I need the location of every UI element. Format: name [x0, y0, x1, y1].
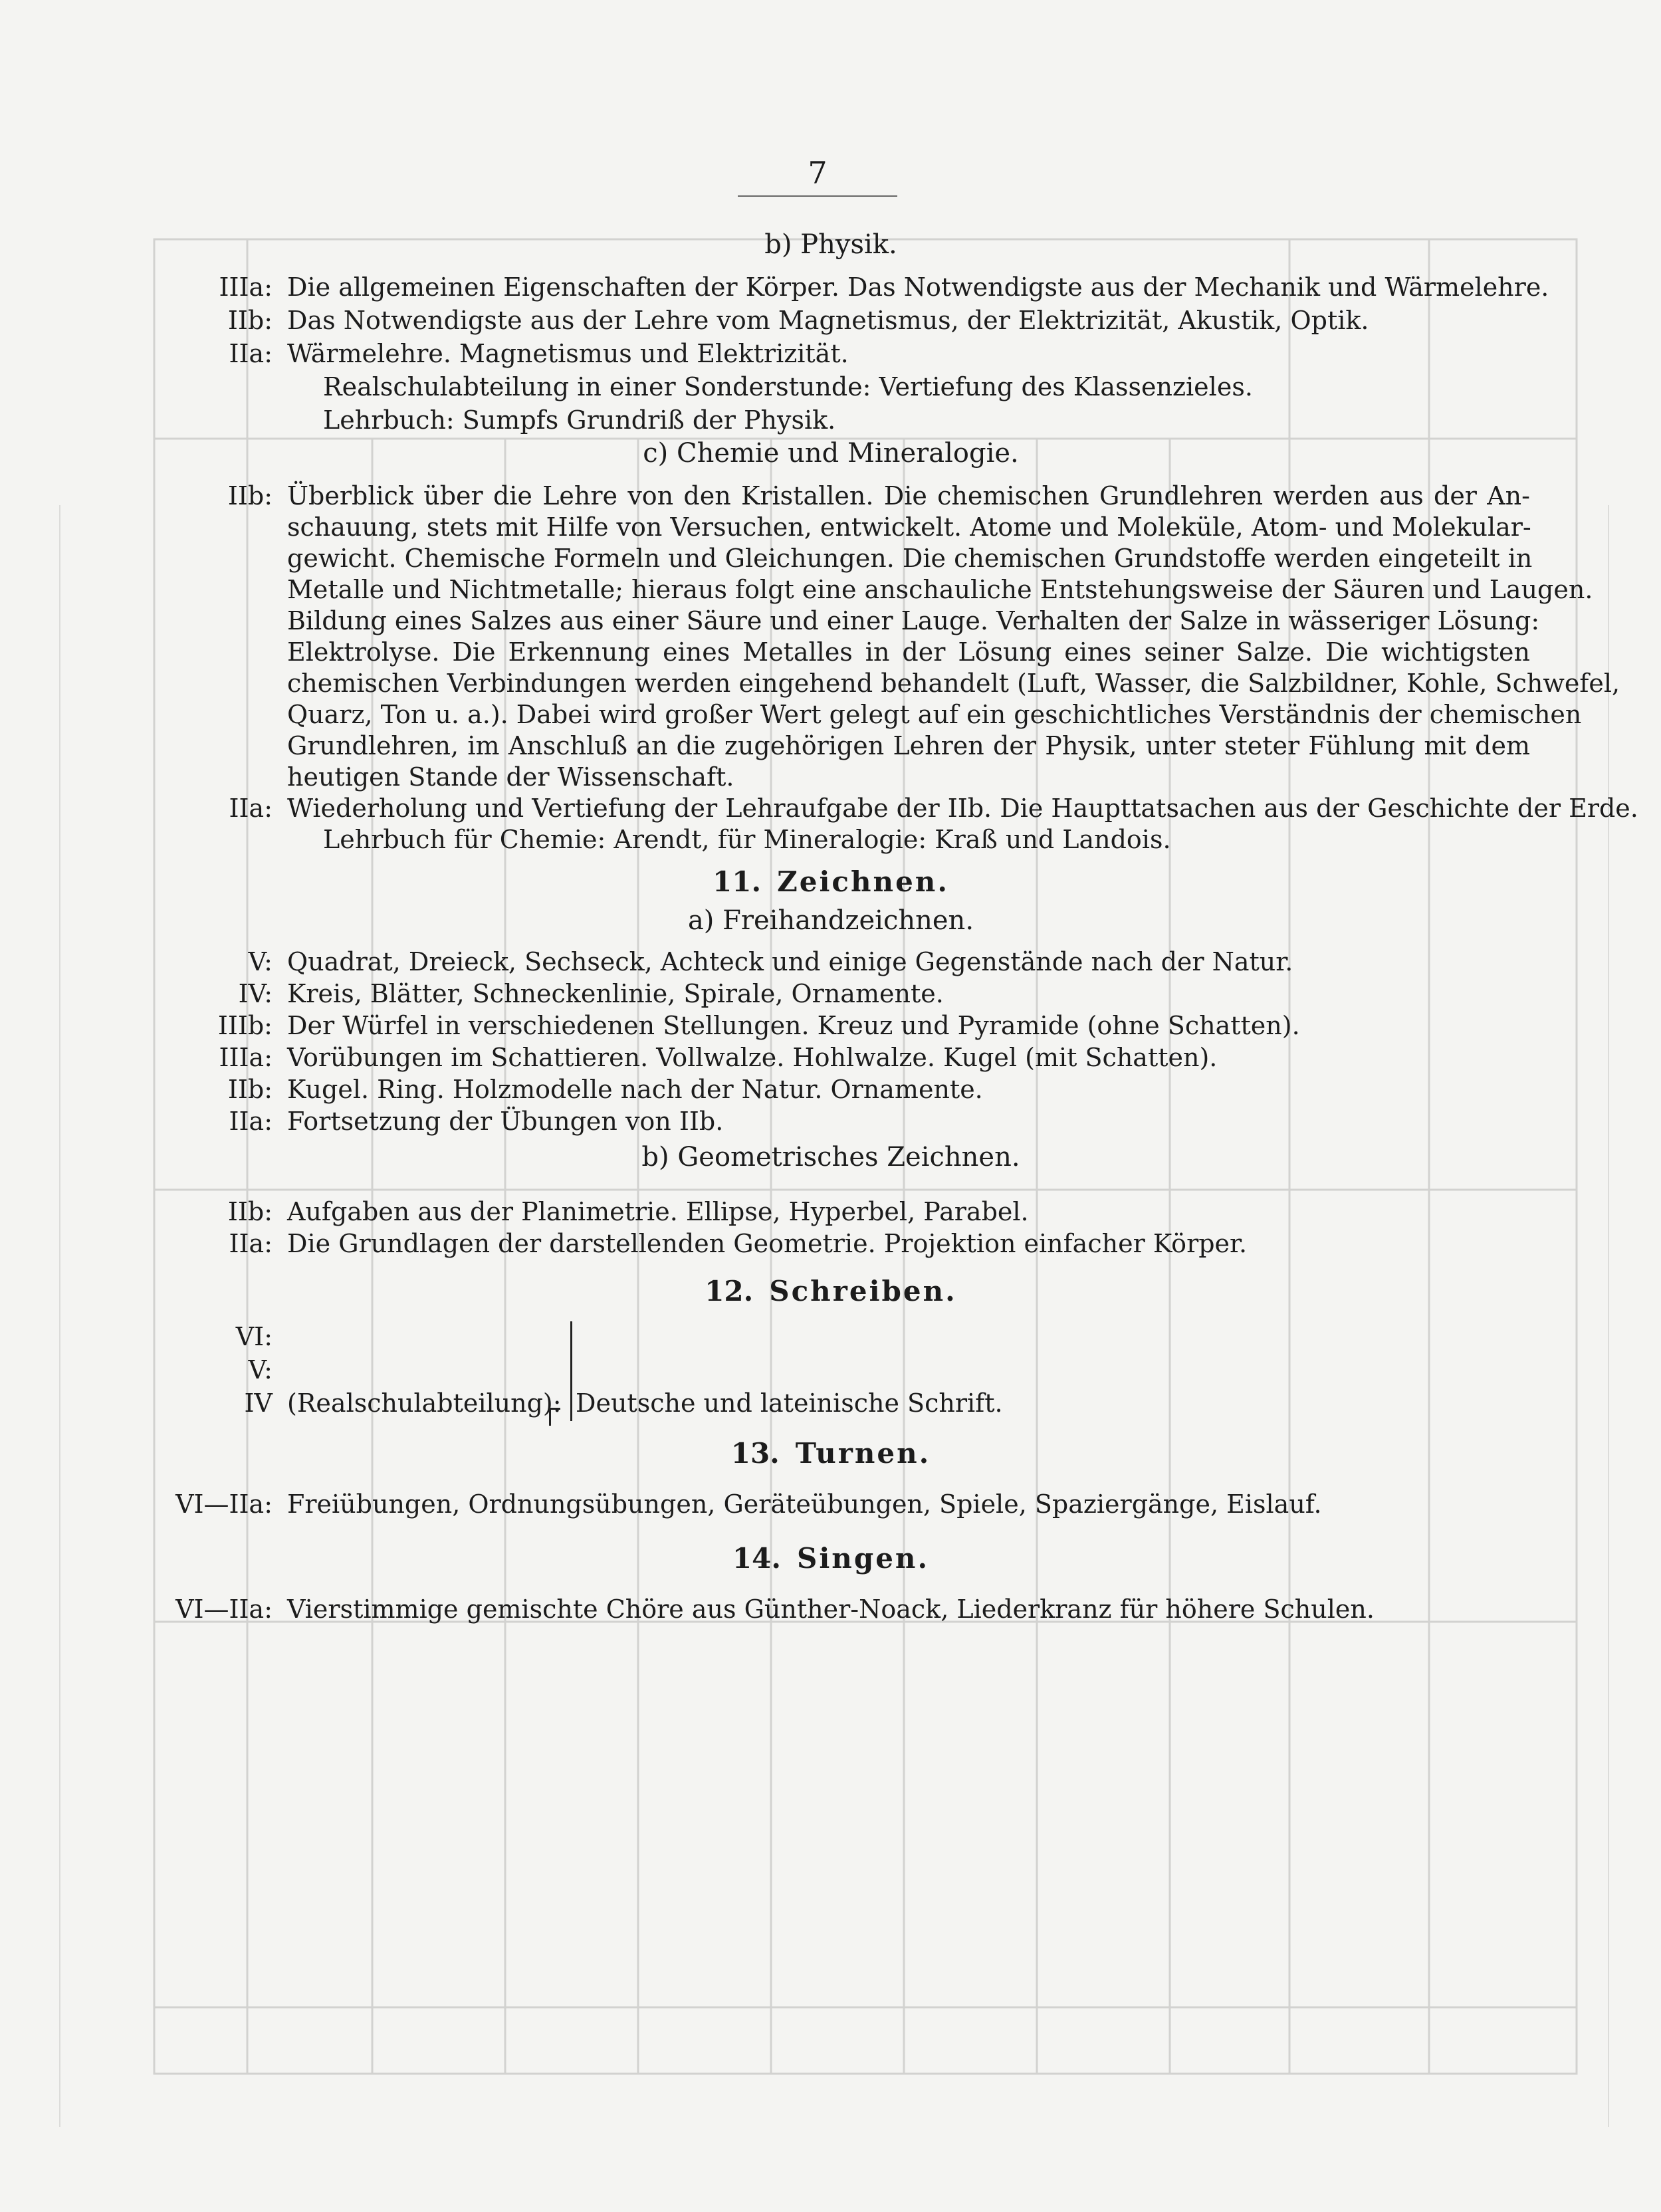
- physik-heading: b) Physik.: [764, 229, 897, 260]
- class-label: VI:: [235, 1322, 273, 1351]
- turnen-title: [133, 1437, 1529, 1470]
- chemie-line: [133, 729, 1535, 762]
- zeichnen-title: [133, 865, 1529, 899]
- brace-symbol: [557, 1321, 572, 1421]
- geometrisch-line: [133, 1227, 1535, 1260]
- page-number-rule: [738, 195, 897, 197]
- freihand-text: Vorübungen im Schattieren. Vollwalze. Hohlwalze. Kugel (mit Schatten).: [287, 1043, 1218, 1072]
- section-number: 11.: [713, 865, 762, 898]
- class-label: IIa:: [229, 794, 273, 823]
- geometrisch-heading: b) Geometrisches Zeichnen.: [641, 1142, 1020, 1172]
- chemie-text: Quarz, Ton u. a.). Dabei wird großer Wert gelegt auf ein geschichtliches Verständnis der chemischen: [287, 700, 1582, 729]
- singen-title: [133, 1542, 1529, 1575]
- chemie-line: [133, 667, 1620, 700]
- section-number: 12.: [705, 1275, 754, 1307]
- chemie-line: [133, 510, 1535, 544]
- chemie-line: [133, 792, 1638, 825]
- physik-line: [133, 370, 1535, 403]
- class-label: IV: [244, 1388, 273, 1418]
- freihand-heading: a) Freihandzeichnen.: [687, 905, 974, 936]
- physik-text: Die allgemeinen Eigenschaften der Körper. Das Notwendigste aus der Mechanik und Wärmelehre.: [287, 273, 1549, 302]
- freihand-line: [133, 1009, 1535, 1042]
- physik-text: Das Notwendigste aus der Lehre vom Magnetismus, der Elektrizität, Akustik, Optik.: [287, 306, 1369, 335]
- freihand-line: [133, 977, 1535, 1010]
- schreiben-line: [133, 1320, 1535, 1353]
- chemie-line: [133, 542, 1535, 575]
- chemie-text: Metalle und Nichtmetalle; hieraus folgt eine anschauliche Entstehungsweise der Säuren und Laugen.: [287, 575, 1593, 604]
- geometrisch-text: Die Grundlagen der darstellenden Geometrie. Projektion einfacher Körper.: [287, 1229, 1248, 1258]
- physik-line: [133, 304, 1535, 337]
- freihand-line: [133, 1073, 1535, 1106]
- section-title: Singen.: [797, 1542, 930, 1575]
- freihand-line: [133, 945, 1535, 978]
- singen-line: [133, 1593, 1535, 1626]
- section-title: Zeichnen.: [777, 865, 949, 898]
- chemie-line: [133, 573, 1593, 606]
- class-label: VI—IIa:: [175, 1595, 273, 1624]
- class-label: V:: [248, 947, 273, 976]
- freihand-text: Der Würfel in verschiedenen Stellungen. Kreuz und Pyramide (ohne Schatten).: [287, 1011, 1300, 1040]
- class-label: IIIb:: [217, 1011, 273, 1040]
- chemie-text: heutigen Stande der Wissenschaft.: [287, 762, 734, 792]
- freihand-line: [133, 1105, 1535, 1138]
- page-number: 7: [808, 155, 828, 191]
- turnen-text: Freiübungen, Ordnungsübungen, Geräteübungen, Spiele, Spaziergänge, Eislauf.: [287, 1490, 1322, 1519]
- section-number: 13.: [730, 1437, 780, 1470]
- schreiben-line: [133, 1353, 1535, 1386]
- chemie-text: schauung, stets mit Hilfe von Versuchen, entwickelt. Atome und Moleküle, Atom- und Molekular-: [287, 512, 1531, 542]
- physik-text: Wärmelehre. Magnetismus und Elektrizität.: [287, 339, 849, 368]
- section-number: 14.: [732, 1542, 781, 1575]
- freihand-text: Kreis, Blätter, Schneckenlinie, Spirale, Ornamente.: [287, 979, 944, 1008]
- class-label: IIa:: [229, 339, 273, 368]
- schreiben-line: [133, 1386, 1535, 1420]
- class-label: IIb:: [227, 1075, 273, 1104]
- chemie-line: [133, 479, 1535, 512]
- schreiben-note: (Realschulabteilung):: [287, 1388, 562, 1418]
- chemie-line: [133, 698, 1582, 731]
- class-label: V:: [248, 1355, 273, 1384]
- class-label: IIb:: [227, 1197, 273, 1226]
- chemie-text: Überblick über die Lehre von den Kristallen. Die chemischen Grundlehren werden aus der An-: [287, 481, 1530, 510]
- chemie-text: Wiederholung und Vertiefung der Lehraufgabe der IIb. Die Haupttatsachen aus der Geschichte der Erde.: [287, 794, 1638, 823]
- freihand-text: Fortsetzung der Übungen von IIb.: [287, 1107, 724, 1136]
- chemie-text: Grundlehren, im Anschluß an die zugehörigen Lehren der Physik, unter steter Fühlung mit dem: [287, 731, 1530, 760]
- chemie-line: [133, 760, 1535, 794]
- physik-line: [133, 271, 1549, 304]
- brace-tip: [549, 1408, 560, 1426]
- class-label: VI—IIa:: [175, 1490, 273, 1519]
- class-label: IIIa:: [219, 1043, 273, 1072]
- chemie-line: [133, 635, 1535, 669]
- geometrisch-text: Aufgaben aus der Planimetrie. Ellipse, Hyperbel, Parabel.: [287, 1197, 1029, 1226]
- chemie-text: Lehrbuch für Chemie: Arendt, für Mineralogie: Kraß und Landois.: [323, 825, 1171, 854]
- freihand-line: [133, 1041, 1535, 1074]
- class-label: IIa:: [229, 1229, 273, 1258]
- chemie-text: gewicht. Chemische Formeln und Gleichungen. Die chemischen Grundstoffe werden eingeteilt in: [287, 544, 1533, 573]
- class-label: IIIa:: [219, 273, 273, 302]
- chemie-line: [133, 604, 1540, 637]
- section-title: Turnen.: [795, 1437, 931, 1470]
- chemie-text: Bildung eines Salzes aus einer Säure und einer Lauge. Verhalten der Salze in wässeriger Lösung:: [287, 606, 1540, 635]
- chemie-text: Elektrolyse. Die Erkennung eines Metalles in der Lösung eines seiner Salze. Die wichtigsten: [287, 637, 1530, 667]
- physik-text: Lehrbuch: Sumpfs Grundriß der Physik.: [323, 405, 836, 435]
- schreiben-title: [133, 1275, 1529, 1308]
- geometrisch-line: [133, 1195, 1535, 1228]
- physik-text: Realschulabteilung in einer Sonderstunde: Vertiefung des Klassenzieles.: [323, 372, 1253, 401]
- freihand-text: Kugel. Ring. Holzmodelle nach der Natur. Ornamente.: [287, 1075, 983, 1104]
- section-title: Schreiben.: [769, 1275, 957, 1307]
- class-label: IIb:: [227, 481, 273, 510]
- schreiben-text: Deutsche und lateinische Schrift.: [576, 1388, 1003, 1418]
- class-label: IIb:: [227, 306, 273, 335]
- freihand-text: Quadrat, Dreieck, Sechseck, Achteck und einige Gegenstände nach der Natur.: [287, 947, 1293, 976]
- chemie-heading: c) Chemie und Mineralogie.: [643, 438, 1019, 469]
- chemie-line: [133, 823, 1535, 856]
- turnen-line: [133, 1488, 1535, 1521]
- singen-text: Vierstimmige gemischte Chöre aus Günther-Noack, Liederkranz für höhere Schulen.: [287, 1595, 1375, 1624]
- chemie-text: chemischen Verbindungen werden eingehend behandelt (Luft, Wasser, die Salzbildner, Kohle, Schwefel,: [287, 669, 1620, 698]
- class-label: IIa:: [229, 1107, 273, 1136]
- class-label: IV:: [238, 979, 273, 1008]
- physik-line: [133, 337, 1535, 370]
- physik-line: [133, 403, 1535, 437]
